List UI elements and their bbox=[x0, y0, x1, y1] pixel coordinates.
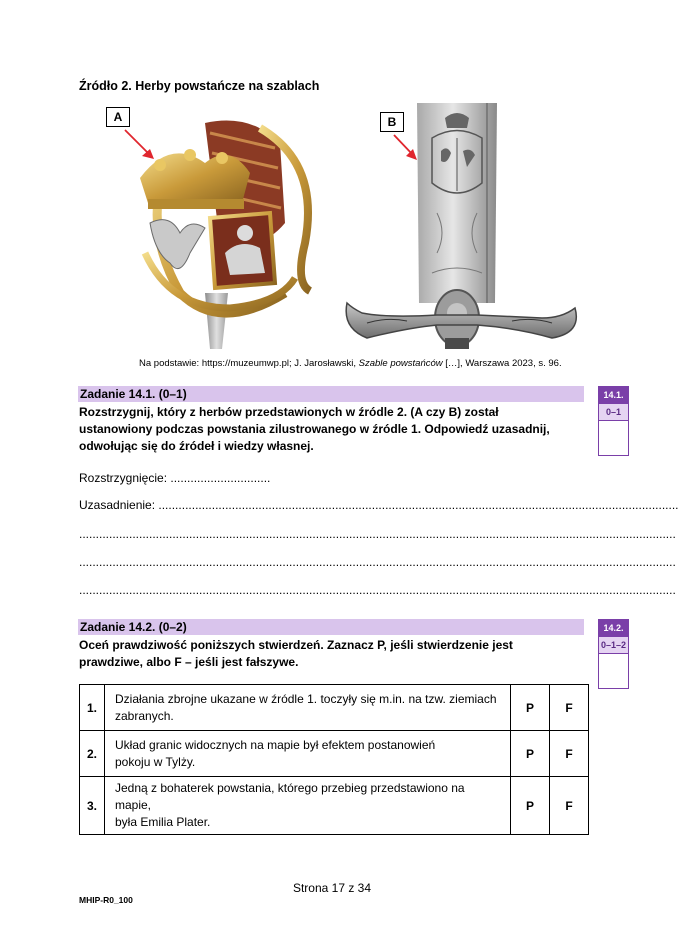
false-option[interactable]: F bbox=[550, 685, 589, 731]
true-option[interactable]: P bbox=[511, 685, 550, 731]
score-box-14-1 bbox=[598, 386, 629, 456]
true-option[interactable]: P bbox=[511, 777, 550, 835]
task-14-1-instruction: Rozstrzygnij, który z herbów przedstawionych w źródle 2. (A czy B) został ustanowiony podczas powstania zilustrowanego w źródle 1. Odpowiedź uzasadnij, odwołując się do źródeł i wiedzy własnej. bbox=[79, 405, 550, 453]
decision-label[interactable]: Rozstrzygnięcie: .............................. bbox=[79, 471, 271, 485]
table-row bbox=[80, 777, 589, 835]
task-14-1-header: Zadanie 14.1. (0–1) bbox=[78, 386, 584, 402]
row-number: 2. bbox=[80, 731, 105, 777]
label-b: B bbox=[380, 112, 404, 132]
statement-text: Jedną z bohaterek powstania, którego przebieg przedstawiono na mapie, była Emilia Plater. bbox=[105, 777, 511, 835]
answer-line[interactable]: ................................................................................................................................................................................... bbox=[79, 527, 676, 541]
label-a: A bbox=[106, 107, 130, 127]
statement-text: Układ granic widocznych na mapie był efektem postanowień pokoju w Tylży. bbox=[105, 731, 511, 777]
row-number: 3. bbox=[80, 777, 105, 835]
score-number: 14.2. bbox=[599, 620, 628, 636]
statements-table bbox=[79, 684, 589, 835]
answer-line[interactable]: ................................................................................................................................................................................... bbox=[79, 583, 676, 597]
table-row bbox=[80, 731, 589, 777]
statement-text: Działania zbrojne ukazane w źródle 1. toczyły się m.in. na tzw. ziemiach zabranych. bbox=[105, 685, 511, 731]
justification-line[interactable]: Uzasadnienie: ............................................................................................................................................................ bbox=[79, 498, 679, 512]
answer-line[interactable]: ................................................................................................................................................................................... bbox=[79, 555, 676, 569]
label-arrows bbox=[0, 0, 664, 200]
false-option[interactable]: F bbox=[550, 777, 589, 835]
true-option[interactable]: P bbox=[511, 731, 550, 777]
score-field[interactable] bbox=[599, 653, 628, 688]
task-14-2-instruction: Oceń prawdziwość poniższych stwierdzeń. Zaznacz P, jeśli stwierdzenie jest prawdziwe, albo F – jeśli jest fałszywe. bbox=[79, 638, 513, 669]
task-14-2-header: Zadanie 14.2. (0–2) bbox=[78, 619, 584, 635]
score-number: 14.1. bbox=[599, 387, 628, 403]
page-number: Strona 17 z 34 bbox=[292, 881, 372, 895]
score-points: 0–1 bbox=[599, 403, 628, 420]
score-field[interactable] bbox=[599, 420, 628, 455]
false-option[interactable]: F bbox=[550, 731, 589, 777]
source-caption: Na podstawie: https://muzeumwp.pl; J. Jarosławski, Szable powstańców […], Warszawa 2023, s. 96. bbox=[139, 358, 562, 369]
source-title: Źródło 2. Herby powstańcze na szablach bbox=[79, 79, 320, 93]
row-number: 1. bbox=[80, 685, 105, 731]
score-points: 0–1–2 bbox=[599, 636, 628, 653]
score-box-14-2 bbox=[598, 619, 629, 689]
exam-code: MHIP-R0_100 bbox=[79, 895, 133, 905]
table-row bbox=[80, 685, 589, 731]
